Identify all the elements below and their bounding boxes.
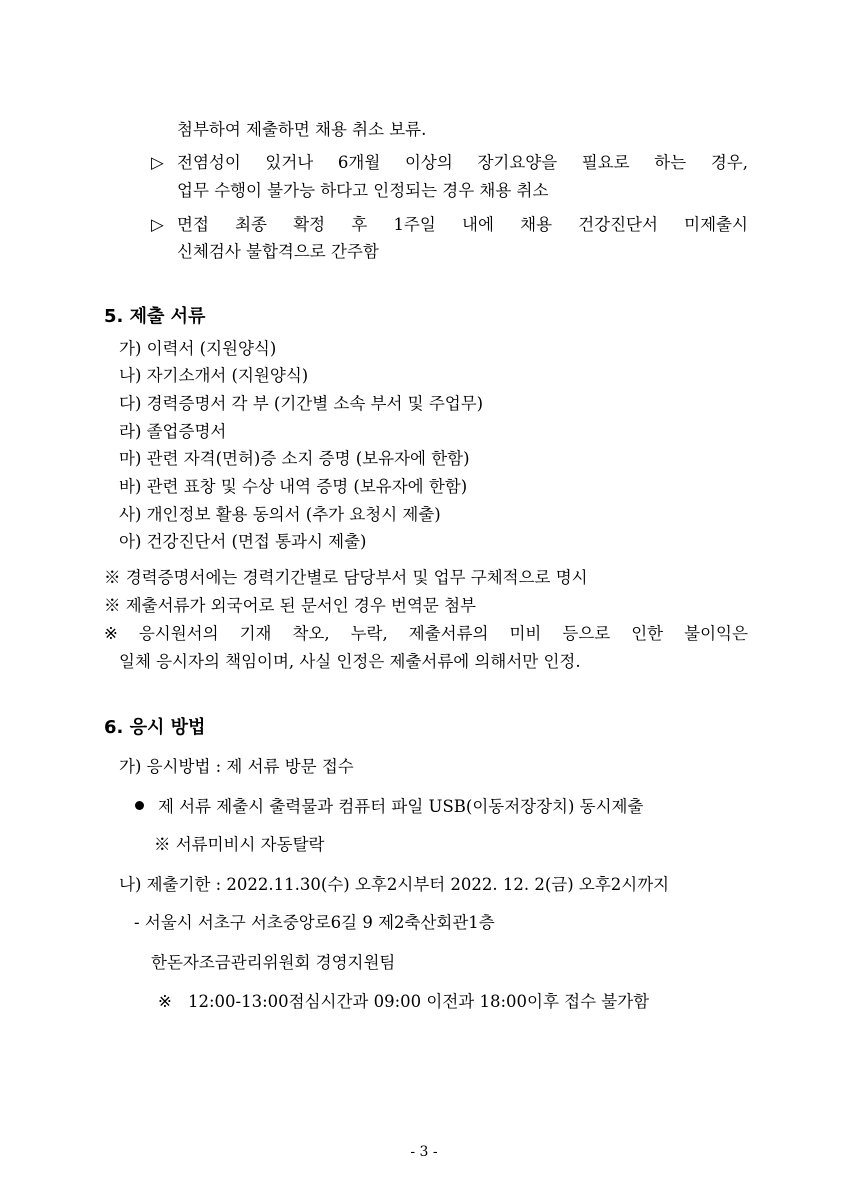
section-5-item: 사) 개인정보 활용 동의서 (추가 요청시 제출) [119,505,441,524]
section-5-item: 나) 자기소개서 (지원양식) [119,366,309,385]
section-5-item: 아) 건강진단서 (면접 통과시 제출) [119,532,367,551]
section-5-item: 다) 경력증명서 각 부 (기간별 소속 부서 및 주업무) [119,394,484,413]
section-5-note-continuation: 일체 응시자의 책임이며, 사실 인정은 제출서류에 의해서만 인정. [119,652,581,671]
section-5-heading: 5. 제출 서류 [104,306,206,327]
intro-line-1: 첨부하여 제출하면 채용 취소 보류. [177,120,427,139]
section-6-bullet [135,796,643,818]
section-6-hours-mark: ※ [158,992,172,1011]
intro-item-2-line-2: 신체검사 불합격으로 간주함 [177,242,379,261]
intro-item-1-marker: ▷ [151,153,164,172]
bullet-dot-icon [135,801,144,810]
page-number: - 3 - [410,1144,438,1160]
section-6-office: 한돈자조금관리위원회 경영지원팀 [151,953,396,972]
section-6-heading: 6. 응시 방법 [104,717,206,738]
section-6-bullet-text: 제 서류 제출시 출력물과 컴퓨터 파일 USB(이동저장장치) 동시제출 [158,797,644,816]
section-5-item: 라) 졸업증명서 [119,422,227,441]
section-5-note: ※ 경력증명서에는 경력기간별로 담당부서 및 업무 구체적으로 명시 [104,568,588,587]
section-5-item: 바) 관련 표창 및 수상 내역 증명 (보유자에 한함) [119,477,468,496]
intro-item-1-line-1: 전염성이 있거나 6개월 이상의 장기요양을 필요로 하는 경우, [177,153,748,172]
intro-item-2-marker: ▷ [151,215,164,234]
section-5-note: ※ 응시원서의 기재 착오, 누락, 제출서류의 미비 등으로 인한 불이익은 [104,624,748,643]
section-6-bullet-note: ※ 서류미비시 자동탈락 [154,835,325,854]
section-6-address: - 서울시 서초구 서초중앙로6길 9 제2축산회관1층 [134,913,495,932]
section-6-hours: 12:00-13:00점심시간과 09:00 이전과 18:00이후 접수 불가함 [188,992,650,1011]
intro-item-2-line-1: 면접 최종 확정 후 1주일 내에 채용 건강진단서 미제출시 [177,215,748,234]
section-6-deadline: 나) 제출기한 : 2022.11.30(수) 오후2시부터 2022. 12. 2(금) 오후2시까지 [119,875,670,894]
section-5-item: 마) 관련 자격(면허)증 소지 증명 (보유자에 한함) [119,449,470,468]
section-5-item: 가) 이력서 (지원양식) [119,339,277,358]
intro-item-1-line-2: 업무 수행이 불가능 하다고 인정되는 경우 채용 취소 [177,181,549,200]
section-6-method: 가) 응시방법 : 제 서류 방문 접수 [119,757,354,776]
section-5-note: ※ 제출서류가 외국어로 된 문서인 경우 번역문 첨부 [104,596,476,615]
